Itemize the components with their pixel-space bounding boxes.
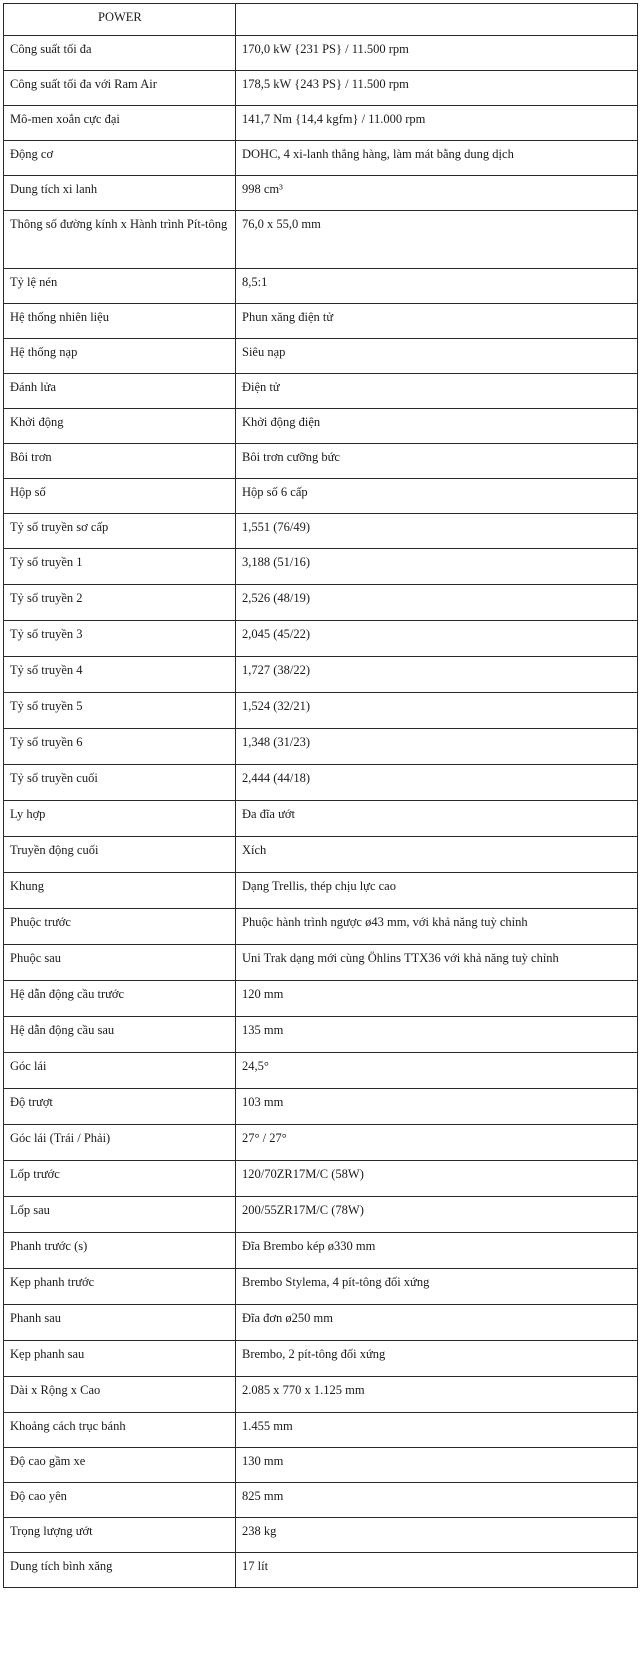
table-row	[4, 837, 638, 873]
table-header-row	[4, 4, 638, 36]
table-row	[4, 1053, 638, 1089]
spec-value: 120 mm	[236, 981, 638, 1017]
spec-label: Hệ dẫn động cầu sau	[4, 1017, 236, 1053]
spec-label: Hệ thống nhiên liệu	[4, 304, 236, 339]
spec-value: 200/55ZR17M/C (78W)	[236, 1197, 638, 1233]
spec-label: Phuộc sau	[4, 945, 236, 981]
spec-label: Thông số đường kính x Hành trình Pít-tông	[4, 211, 236, 269]
table-row	[4, 211, 638, 269]
spec-label: Độ cao yên	[4, 1483, 236, 1518]
table-row	[4, 1553, 638, 1588]
header-value	[236, 4, 638, 36]
spec-value: 103 mm	[236, 1089, 638, 1125]
spec-label: Tỷ số truyền 6	[4, 729, 236, 765]
table-row	[4, 945, 638, 981]
spec-label: Động cơ	[4, 141, 236, 176]
table-row	[4, 106, 638, 141]
spec-label: Khoảng cách trục bánh	[4, 1413, 236, 1448]
table-row	[4, 1125, 638, 1161]
table-row	[4, 981, 638, 1017]
spec-value: 238 kg	[236, 1518, 638, 1553]
table-row	[4, 801, 638, 837]
spec-value: 8,5:1	[236, 269, 638, 304]
table-row	[4, 1341, 638, 1377]
header-label: POWER	[4, 4, 236, 36]
table-row	[4, 585, 638, 621]
spec-value: 2.085 x 770 x 1.125 mm	[236, 1377, 638, 1413]
spec-label: Truyền động cuối	[4, 837, 236, 873]
spec-label: Tỷ lệ nén	[4, 269, 236, 304]
spec-label: Tỷ số truyền 1	[4, 549, 236, 585]
spec-value: Phun xăng điện tử	[236, 304, 638, 339]
table-row	[4, 71, 638, 106]
spec-value: 178,5 kW {243 PS} / 11.500 rpm	[236, 71, 638, 106]
spec-label: Dài x Rộng x Cao	[4, 1377, 236, 1413]
spec-value: 17 lít	[236, 1553, 638, 1588]
spec-label: Tỷ số truyền 3	[4, 621, 236, 657]
spec-value: Bôi trơn cưỡng bức	[236, 444, 638, 479]
table-row	[4, 36, 638, 71]
spec-value: Brembo Stylema, 4 pít-tông đối xứng	[236, 1269, 638, 1305]
spec-table-body	[4, 4, 638, 1588]
table-row	[4, 1448, 638, 1483]
spec-value: 2,526 (48/19)	[236, 585, 638, 621]
spec-value: 1,524 (32/21)	[236, 693, 638, 729]
spec-label: Trọng lượng ướt	[4, 1518, 236, 1553]
spec-value: DOHC, 4 xi-lanh thẳng hàng, làm mát bằng dung dịch	[236, 141, 638, 176]
table-row	[4, 1377, 638, 1413]
table-row	[4, 729, 638, 765]
spec-value: 3,188 (51/16)	[236, 549, 638, 585]
table-row	[4, 1305, 638, 1341]
spec-value: 120/70ZR17M/C (58W)	[236, 1161, 638, 1197]
spec-value: Phuộc hành trình ngược ø43 mm, với khả năng tuỳ chỉnh	[236, 909, 638, 945]
spec-value: 24,5°	[236, 1053, 638, 1089]
spec-value: Hộp số 6 cấp	[236, 479, 638, 514]
table-row	[4, 269, 638, 304]
spec-label: Phuộc trước	[4, 909, 236, 945]
table-row	[4, 657, 638, 693]
table-row	[4, 479, 638, 514]
spec-label: Công suất tối đa với Ram Air	[4, 71, 236, 106]
table-row	[4, 141, 638, 176]
spec-value: 825 mm	[236, 1483, 638, 1518]
spec-label: Bôi trơn	[4, 444, 236, 479]
spec-value: 2,444 (44/18)	[236, 765, 638, 801]
spec-label: Tỷ số truyền cuối	[4, 765, 236, 801]
spec-value: 1,551 (76/49)	[236, 514, 638, 549]
table-row	[4, 1233, 638, 1269]
spec-label: Góc lái	[4, 1053, 236, 1089]
spec-label: Khung	[4, 873, 236, 909]
spec-label: Hộp số	[4, 479, 236, 514]
spec-value: 27° / 27°	[236, 1125, 638, 1161]
spec-value: 130 mm	[236, 1448, 638, 1483]
spec-label: Đánh lửa	[4, 374, 236, 409]
spec-value: 141,7 Nm {14,4 kgfm} / 11.000 rpm	[236, 106, 638, 141]
table-row	[4, 409, 638, 444]
table-row	[4, 693, 638, 729]
spec-label: Mô-men xoắn cực đại	[4, 106, 236, 141]
spec-value: 2,045 (45/22)	[236, 621, 638, 657]
table-row	[4, 444, 638, 479]
table-row	[4, 1089, 638, 1125]
spec-label: Tỷ số truyền sơ cấp	[4, 514, 236, 549]
spec-label: Ly hợp	[4, 801, 236, 837]
spec-label: Công suất tối đa	[4, 36, 236, 71]
spec-value: Đa đĩa ướt	[236, 801, 638, 837]
table-row	[4, 549, 638, 585]
spec-value: Siêu nạp	[236, 339, 638, 374]
table-row	[4, 873, 638, 909]
spec-label: Khởi động	[4, 409, 236, 444]
table-row	[4, 1483, 638, 1518]
spec-value: 998 cm³	[236, 176, 638, 211]
table-row	[4, 514, 638, 549]
spec-value: Dạng Trellis, thép chịu lực cao	[236, 873, 638, 909]
spec-value: 135 mm	[236, 1017, 638, 1053]
spec-value: Xích	[236, 837, 638, 873]
table-row	[4, 1518, 638, 1553]
spec-label: Phanh sau	[4, 1305, 236, 1341]
spec-label: Lốp trước	[4, 1161, 236, 1197]
spec-value: 170,0 kW {231 PS} / 11.500 rpm	[236, 36, 638, 71]
spec-label: Dung tích xi lanh	[4, 176, 236, 211]
spec-value: Uni Trak dạng mới cùng Öhlins TTX36 với khả năng tuỳ chỉnh	[236, 945, 638, 981]
spec-label: Tỷ số truyền 5	[4, 693, 236, 729]
spec-value: Brembo, 2 pít-tông đối xứng	[236, 1341, 638, 1377]
spec-label: Góc lái (Trái / Phải)	[4, 1125, 236, 1161]
spec-label: Kẹp phanh trước	[4, 1269, 236, 1305]
spec-label: Kẹp phanh sau	[4, 1341, 236, 1377]
spec-label: Lốp sau	[4, 1197, 236, 1233]
spec-label: Dung tích bình xăng	[4, 1553, 236, 1588]
spec-label: Tỷ số truyền 2	[4, 585, 236, 621]
table-row	[4, 304, 638, 339]
spec-label: Hệ dẫn động cầu trước	[4, 981, 236, 1017]
table-row	[4, 909, 638, 945]
spec-label: Độ trượt	[4, 1089, 236, 1125]
spec-value: Đĩa đơn ø250 mm	[236, 1305, 638, 1341]
table-row	[4, 339, 638, 374]
table-row	[4, 374, 638, 409]
spec-label: Phanh trước (s)	[4, 1233, 236, 1269]
table-row	[4, 1017, 638, 1053]
spec-label: Độ cao gầm xe	[4, 1448, 236, 1483]
spec-value: Điện tử	[236, 374, 638, 409]
spec-table	[3, 3, 638, 1588]
spec-value: Khởi động điện	[236, 409, 638, 444]
spec-value: 76,0 x 55,0 mm	[236, 211, 638, 269]
table-row	[4, 1197, 638, 1233]
spec-value: 1,727 (38/22)	[236, 657, 638, 693]
table-row	[4, 621, 638, 657]
table-row	[4, 176, 638, 211]
spec-value: 1.455 mm	[236, 1413, 638, 1448]
table-row	[4, 1413, 638, 1448]
spec-value: 1,348 (31/23)	[236, 729, 638, 765]
spec-label: Hệ thống nạp	[4, 339, 236, 374]
table-row	[4, 1269, 638, 1305]
table-row	[4, 1161, 638, 1197]
spec-label: Tỷ số truyền 4	[4, 657, 236, 693]
table-row	[4, 765, 638, 801]
spec-value: Đĩa Brembo kép ø330 mm	[236, 1233, 638, 1269]
